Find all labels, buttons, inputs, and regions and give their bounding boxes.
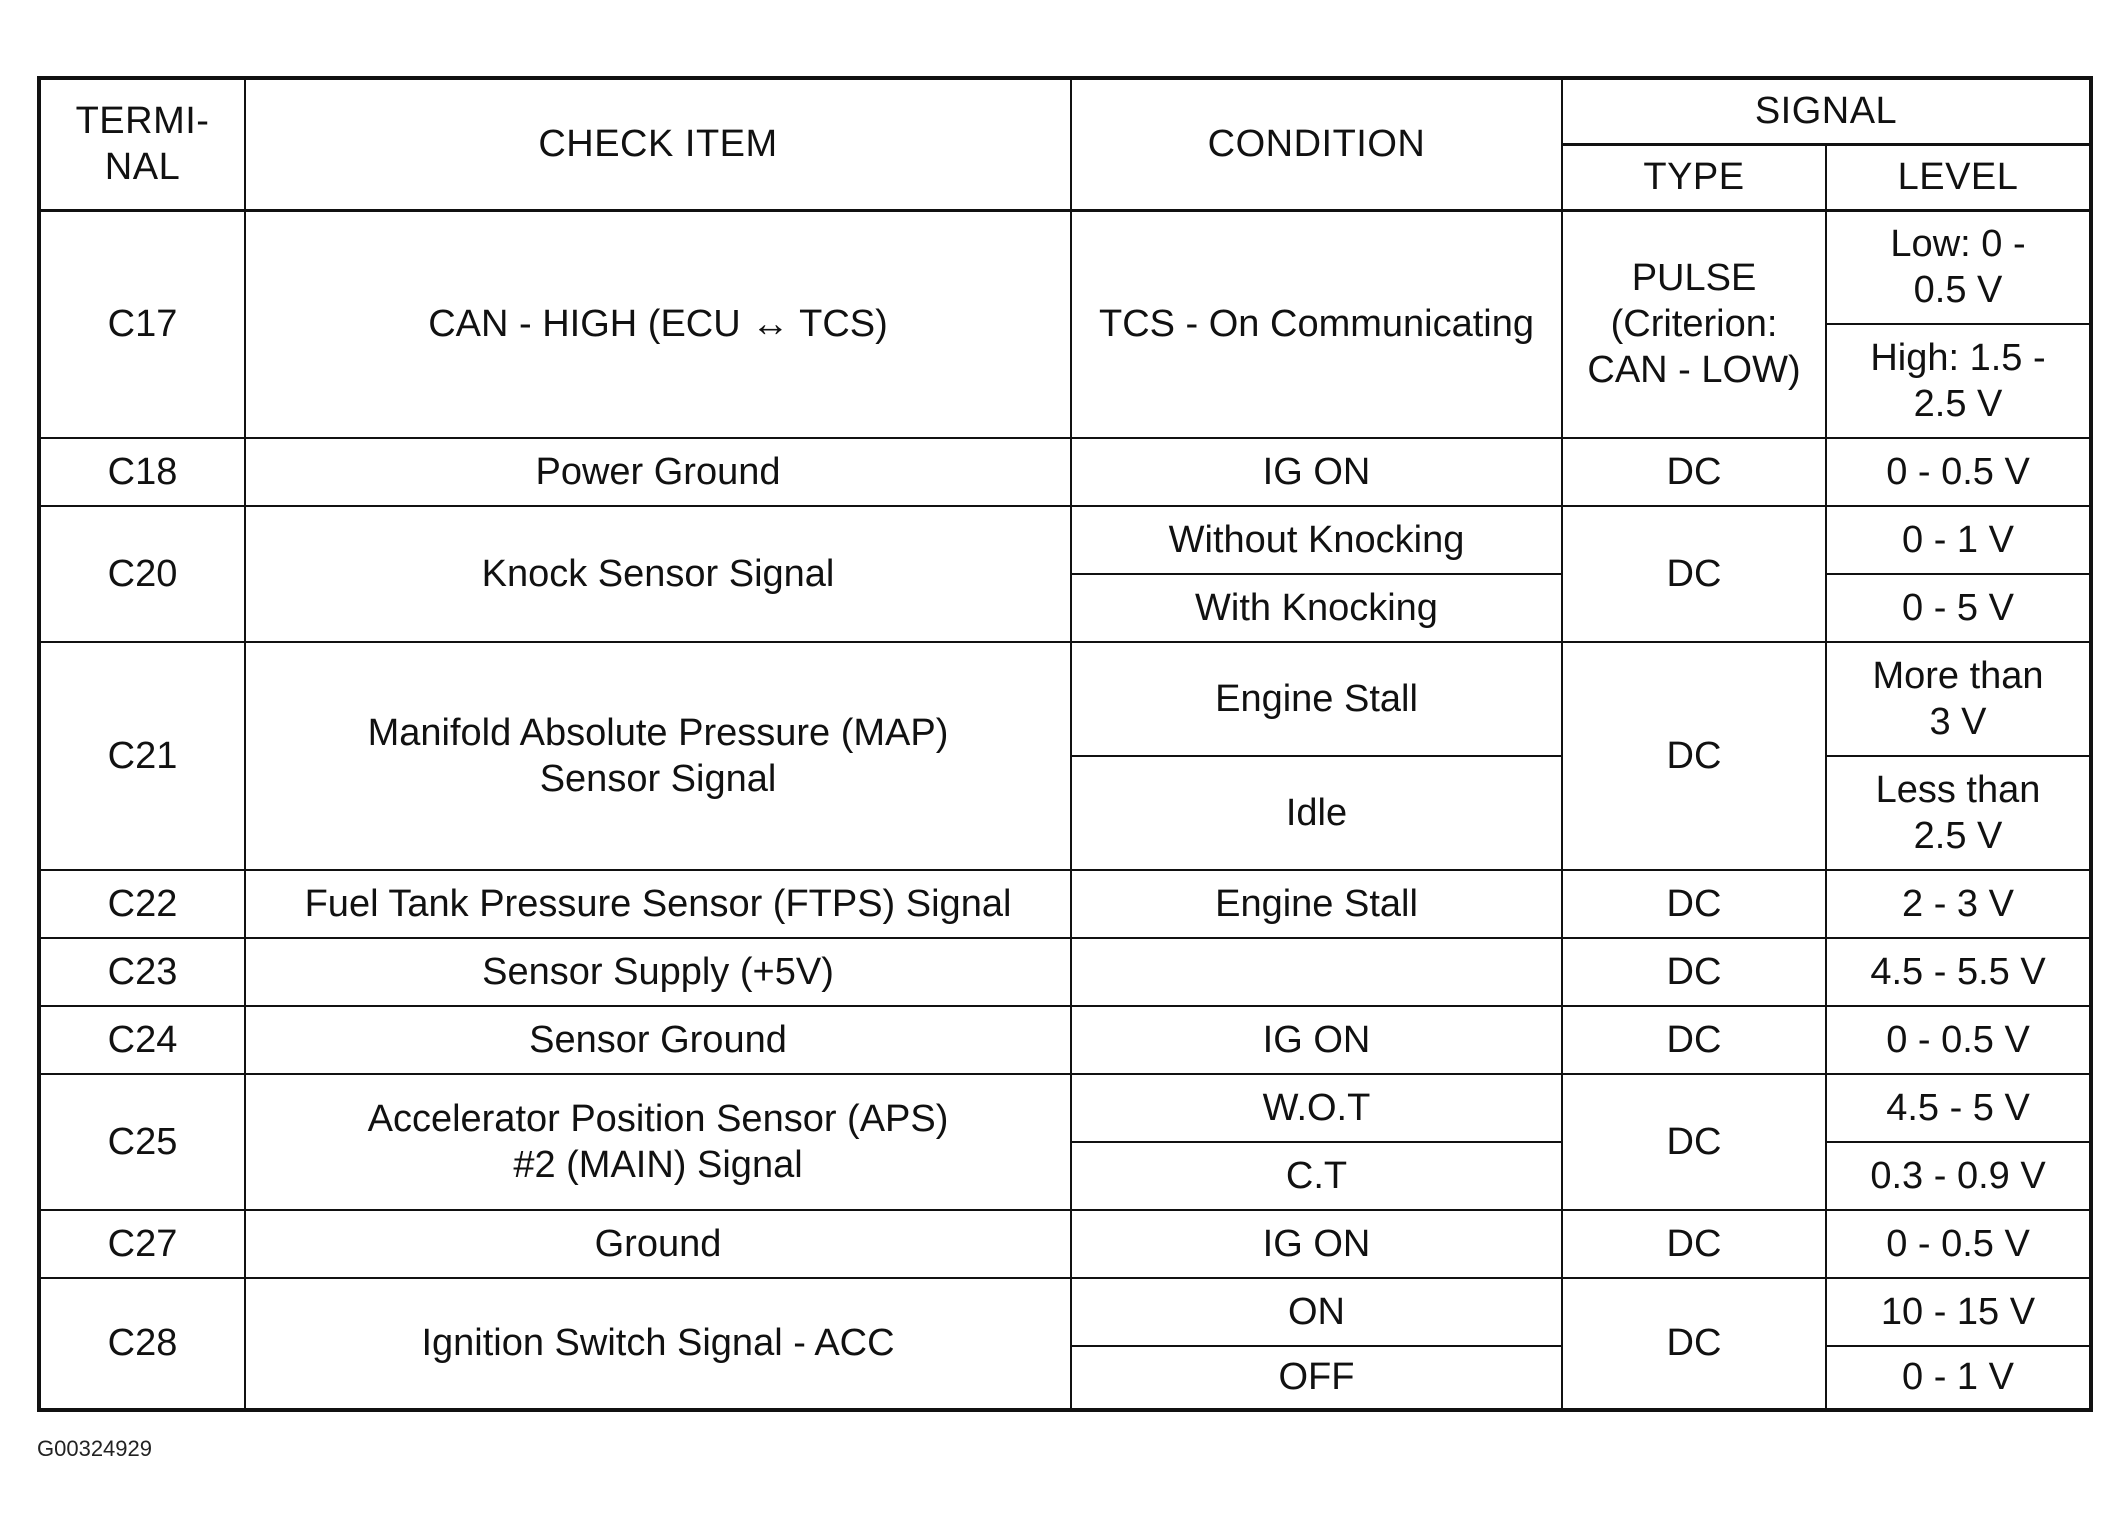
condition-cell: Engine Stall [1071, 642, 1562, 756]
image-code: G00324929 [37, 1436, 152, 1461]
header-level: LEVEL [1826, 144, 2091, 210]
table-row [39, 506, 2091, 574]
signal-level-cell: 2 - 3 V [1826, 870, 2091, 938]
signal-level-cell: 0 - 1 V [1826, 506, 2091, 574]
terminal-cell: C20 [39, 506, 245, 642]
table-row [39, 438, 2091, 506]
header-terminal: TERMI- NAL [39, 78, 245, 210]
table-row [39, 870, 2091, 938]
check-item-cell: Ignition Switch Signal - ACC [245, 1278, 1071, 1410]
signal-type-cell: DC [1562, 1210, 1826, 1278]
condition-cell: TCS - On Communicating [1071, 210, 1562, 438]
table-body [39, 210, 2091, 1410]
terminal-cell: C22 [39, 870, 245, 938]
check-item-cell: Fuel Tank Pressure Sensor (FTPS) Signal [245, 870, 1071, 938]
table-row [39, 938, 2091, 1006]
signal-type-cell: DC [1562, 1006, 1826, 1074]
check-item-cell: Accelerator Position Sensor (APS) #2 (MAIN) Signal [245, 1074, 1071, 1210]
signal-level-cell: More than 3 V [1826, 642, 2091, 756]
condition-cell: Without Knocking [1071, 506, 1562, 574]
header-check-item: CHECK ITEM [245, 78, 1071, 210]
condition-cell: Engine Stall [1071, 870, 1562, 938]
table-row [39, 210, 2091, 324]
condition-cell: IG ON [1071, 1210, 1562, 1278]
signal-level-cell: 10 - 15 V [1826, 1278, 2091, 1346]
terminal-cell: C27 [39, 1210, 245, 1278]
signal-level-cell: Less than 2.5 V [1826, 756, 2091, 870]
check-item-cell: Sensor Supply (+5V) [245, 938, 1071, 1006]
signal-type-cell: DC [1562, 506, 1826, 642]
condition-cell: OFF [1071, 1346, 1562, 1410]
check-item-cell: Knock Sensor Signal [245, 506, 1071, 642]
terminal-cell: C18 [39, 438, 245, 506]
table-row [39, 1210, 2091, 1278]
terminal-cell: C25 [39, 1074, 245, 1210]
check-item-cell: Manifold Absolute Pressure (MAP) Sensor Signal [245, 642, 1071, 870]
check-item-cell: Ground [245, 1210, 1071, 1278]
signal-level-cell: 0 - 0.5 V [1826, 1210, 2091, 1278]
condition-cell [1071, 938, 1562, 1006]
signal-type-cell: DC [1562, 438, 1826, 506]
header-signal: SIGNAL [1562, 78, 2091, 144]
terminal-cell: C23 [39, 938, 245, 1006]
signal-type-cell: PULSE (Criterion: CAN - LOW) [1562, 210, 1826, 438]
signal-type-cell: DC [1562, 1278, 1826, 1410]
signal-level-cell: 0 - 5 V [1826, 574, 2091, 642]
condition-cell: IG ON [1071, 438, 1562, 506]
condition-cell: C.T [1071, 1142, 1562, 1210]
header-type: TYPE [1562, 144, 1826, 210]
table-row [39, 1278, 2091, 1346]
condition-cell: IG ON [1071, 1006, 1562, 1074]
condition-cell: W.O.T [1071, 1074, 1562, 1142]
terminal-check-table [37, 76, 2093, 1412]
signal-type-cell: DC [1562, 938, 1826, 1006]
signal-level-cell: High: 1.5 - 2.5 V [1826, 324, 2091, 438]
check-item-cell: Sensor Ground [245, 1006, 1071, 1074]
signal-level-cell: Low: 0 - 0.5 V [1826, 210, 2091, 324]
check-item-cell: CAN - HIGH (ECU ↔ TCS) [245, 210, 1071, 438]
terminal-cell: C21 [39, 642, 245, 870]
terminal-cell: C28 [39, 1278, 245, 1410]
signal-level-cell: 0 - 1 V [1826, 1346, 2091, 1410]
signal-level-cell: 4.5 - 5 V [1826, 1074, 2091, 1142]
table-row [39, 1006, 2091, 1074]
table-row [39, 1074, 2091, 1142]
condition-cell: ON [1071, 1278, 1562, 1346]
signal-level-cell: 0 - 0.5 V [1826, 438, 2091, 506]
signal-level-cell: 0 - 0.5 V [1826, 1006, 2091, 1074]
table-row [39, 642, 2091, 756]
check-item-cell: Power Ground [245, 438, 1071, 506]
signal-type-cell: DC [1562, 1074, 1826, 1210]
condition-cell: With Knocking [1071, 574, 1562, 642]
header-condition: CONDITION [1071, 78, 1562, 210]
terminal-cell: C17 [39, 210, 245, 438]
signal-type-cell: DC [1562, 870, 1826, 938]
condition-cell: Idle [1071, 756, 1562, 870]
signal-level-cell: 0.3 - 0.9 V [1826, 1142, 2091, 1210]
signal-level-cell: 4.5 - 5.5 V [1826, 938, 2091, 1006]
terminal-cell: C24 [39, 1006, 245, 1074]
signal-type-cell: DC [1562, 642, 1826, 870]
